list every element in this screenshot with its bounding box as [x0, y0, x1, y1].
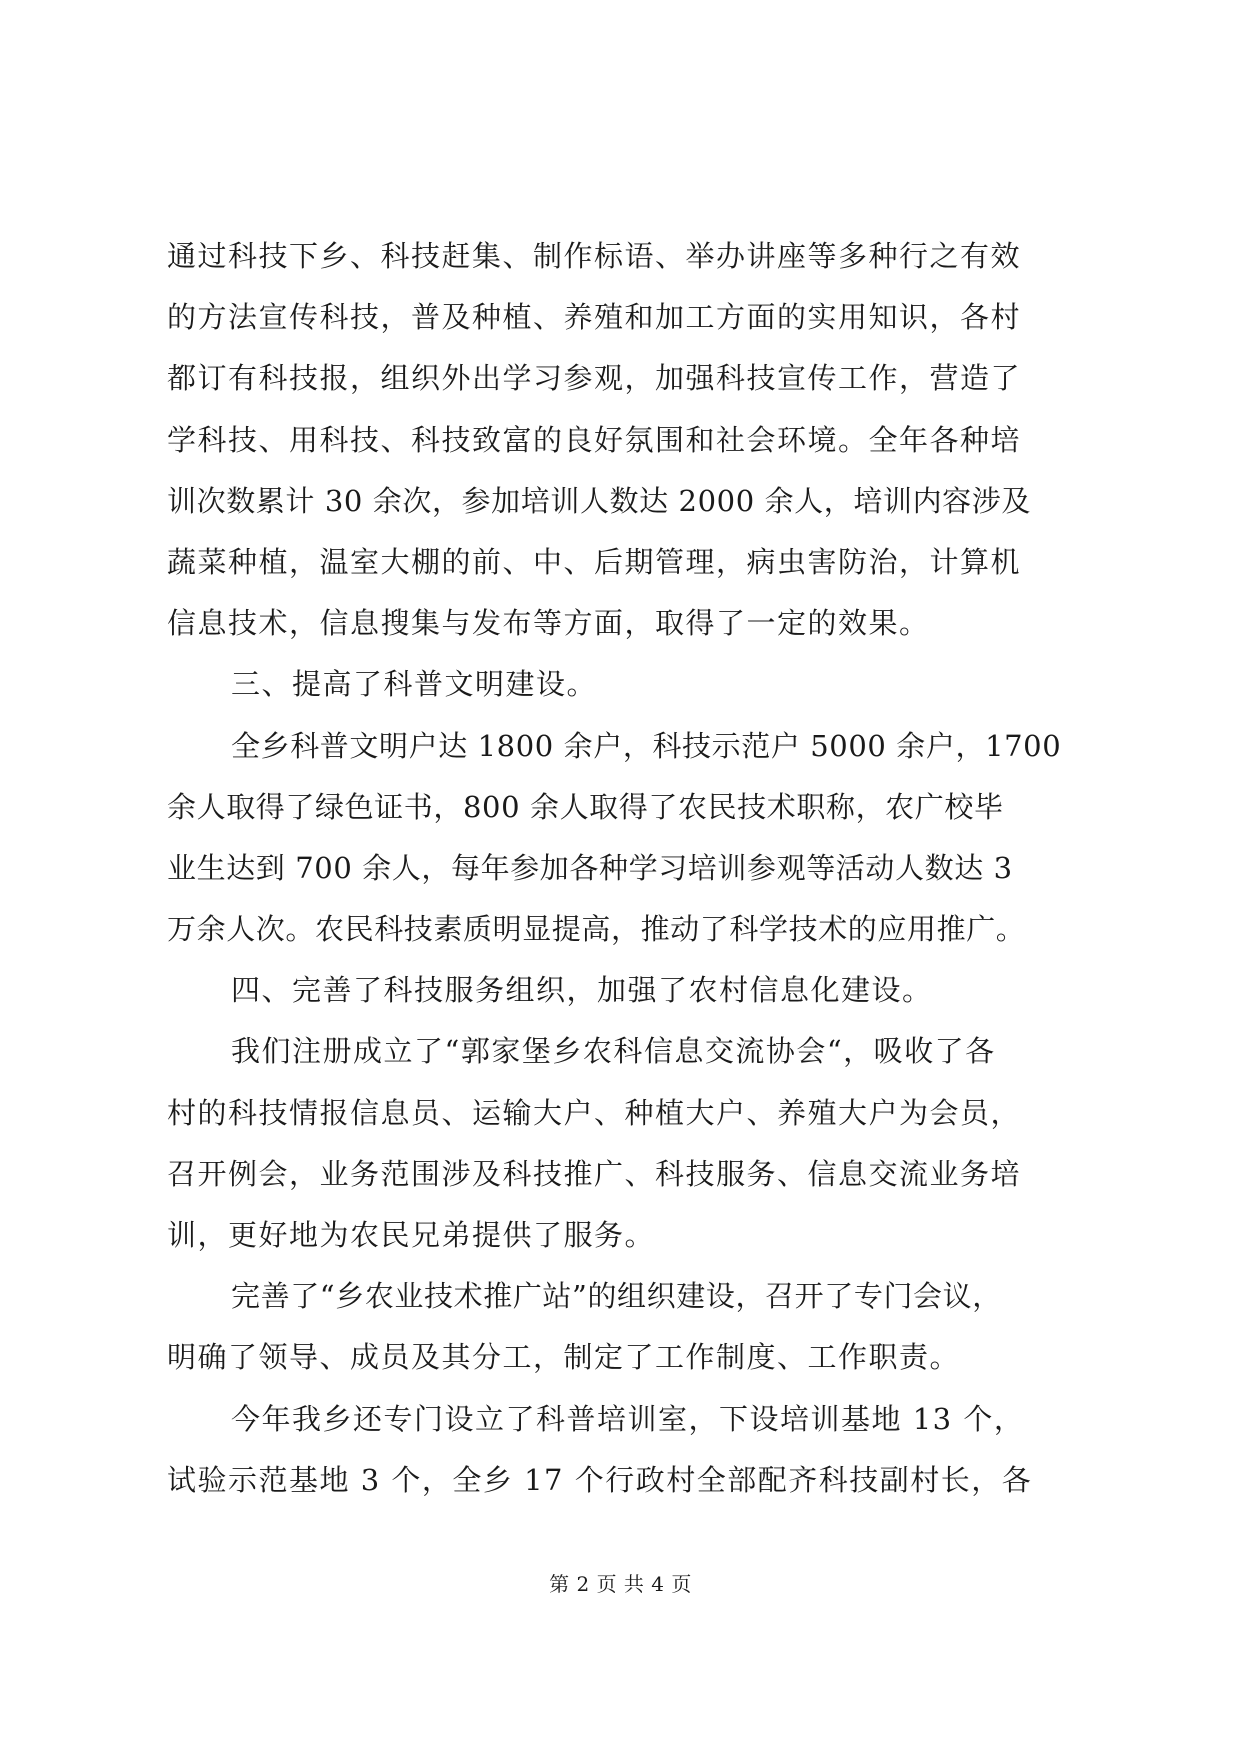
text-line: 学科技、用科技、科技致富的良好氛围和社会环境。全年各种培 [167, 422, 1022, 457]
text-line: 试验示范基地 3 个，全乡 17 个行政村全部配齐科技副村长，各 [167, 1462, 1033, 1497]
text-line: 召开例会，业务范围涉及科技推广、科技服务、信息交流业务培 [167, 1156, 1022, 1191]
text-line: 业生达到 700 余人，每年参加各种学习培训参观等活动人数达 3 [167, 850, 1013, 885]
paragraph-first-line: 四、完善了科技服务组织，加强了农村信息化建设。 [231, 973, 933, 1008]
text-line: 信息技术，信息搜集与发布等方面，取得了一定的效果。 [167, 606, 930, 641]
paragraph-first-line: 全乡科普文明户达 1800 余户，科技示范户 5000 余户，1700 [231, 728, 1062, 763]
text-line: 明确了领导、成员及其分工，制定了工作制度、工作职责。 [167, 1340, 961, 1375]
body-text [167, 226, 1089, 1511]
text-line: 余人取得了绿色证书，800 余人取得了农民技术职称，农广校毕 [167, 789, 1004, 824]
text-line: 的方法宣传科技，普及种植、养殖和加工方面的实用知识，各村 [167, 300, 1022, 335]
paragraph-first-line: 今年我乡还专门设立了科普培训室，下设培训基地 13 个， [231, 1401, 1025, 1436]
text-line: 蔬菜种植，温室大棚的前、中、后期管理，病虫害防治，计算机 [167, 544, 1022, 579]
paragraph-first-line: 三、提高了科普文明建设。 [231, 667, 598, 702]
page-footer: 第 2 页 共 4 页 [549, 1572, 692, 1596]
text-line: 都订有科技报，组织外出学习参观，加强科技宣传工作，营造了 [167, 361, 1022, 396]
text-line: 训，更好地为农民兄弟提供了服务。 [167, 1218, 656, 1252]
text-line: 通过科技下乡、科技赶集、制作标语、举办讲座等多种行之有效 [167, 239, 1022, 273]
paragraph-first-line: 完善了“乡农业技术推广站”的组织建设，召开了专门会议， [231, 1279, 1002, 1314]
text-line: 万余人次。农民科技素质明显提高，推动了科学技术的应用推广。 [167, 912, 1026, 947]
text-line: 村的科技情报信息员、运输大户、种植大户、养殖大户为会员， [167, 1095, 1022, 1130]
text-line: 训次数累计 30 余次，参加培训人数达 2000 余人，培训内容涉及 [167, 483, 1031, 518]
paragraph-first-line: 我们注册成立了“郭家堡乡农科信息交流协会“，吸收了各 [231, 1034, 996, 1069]
